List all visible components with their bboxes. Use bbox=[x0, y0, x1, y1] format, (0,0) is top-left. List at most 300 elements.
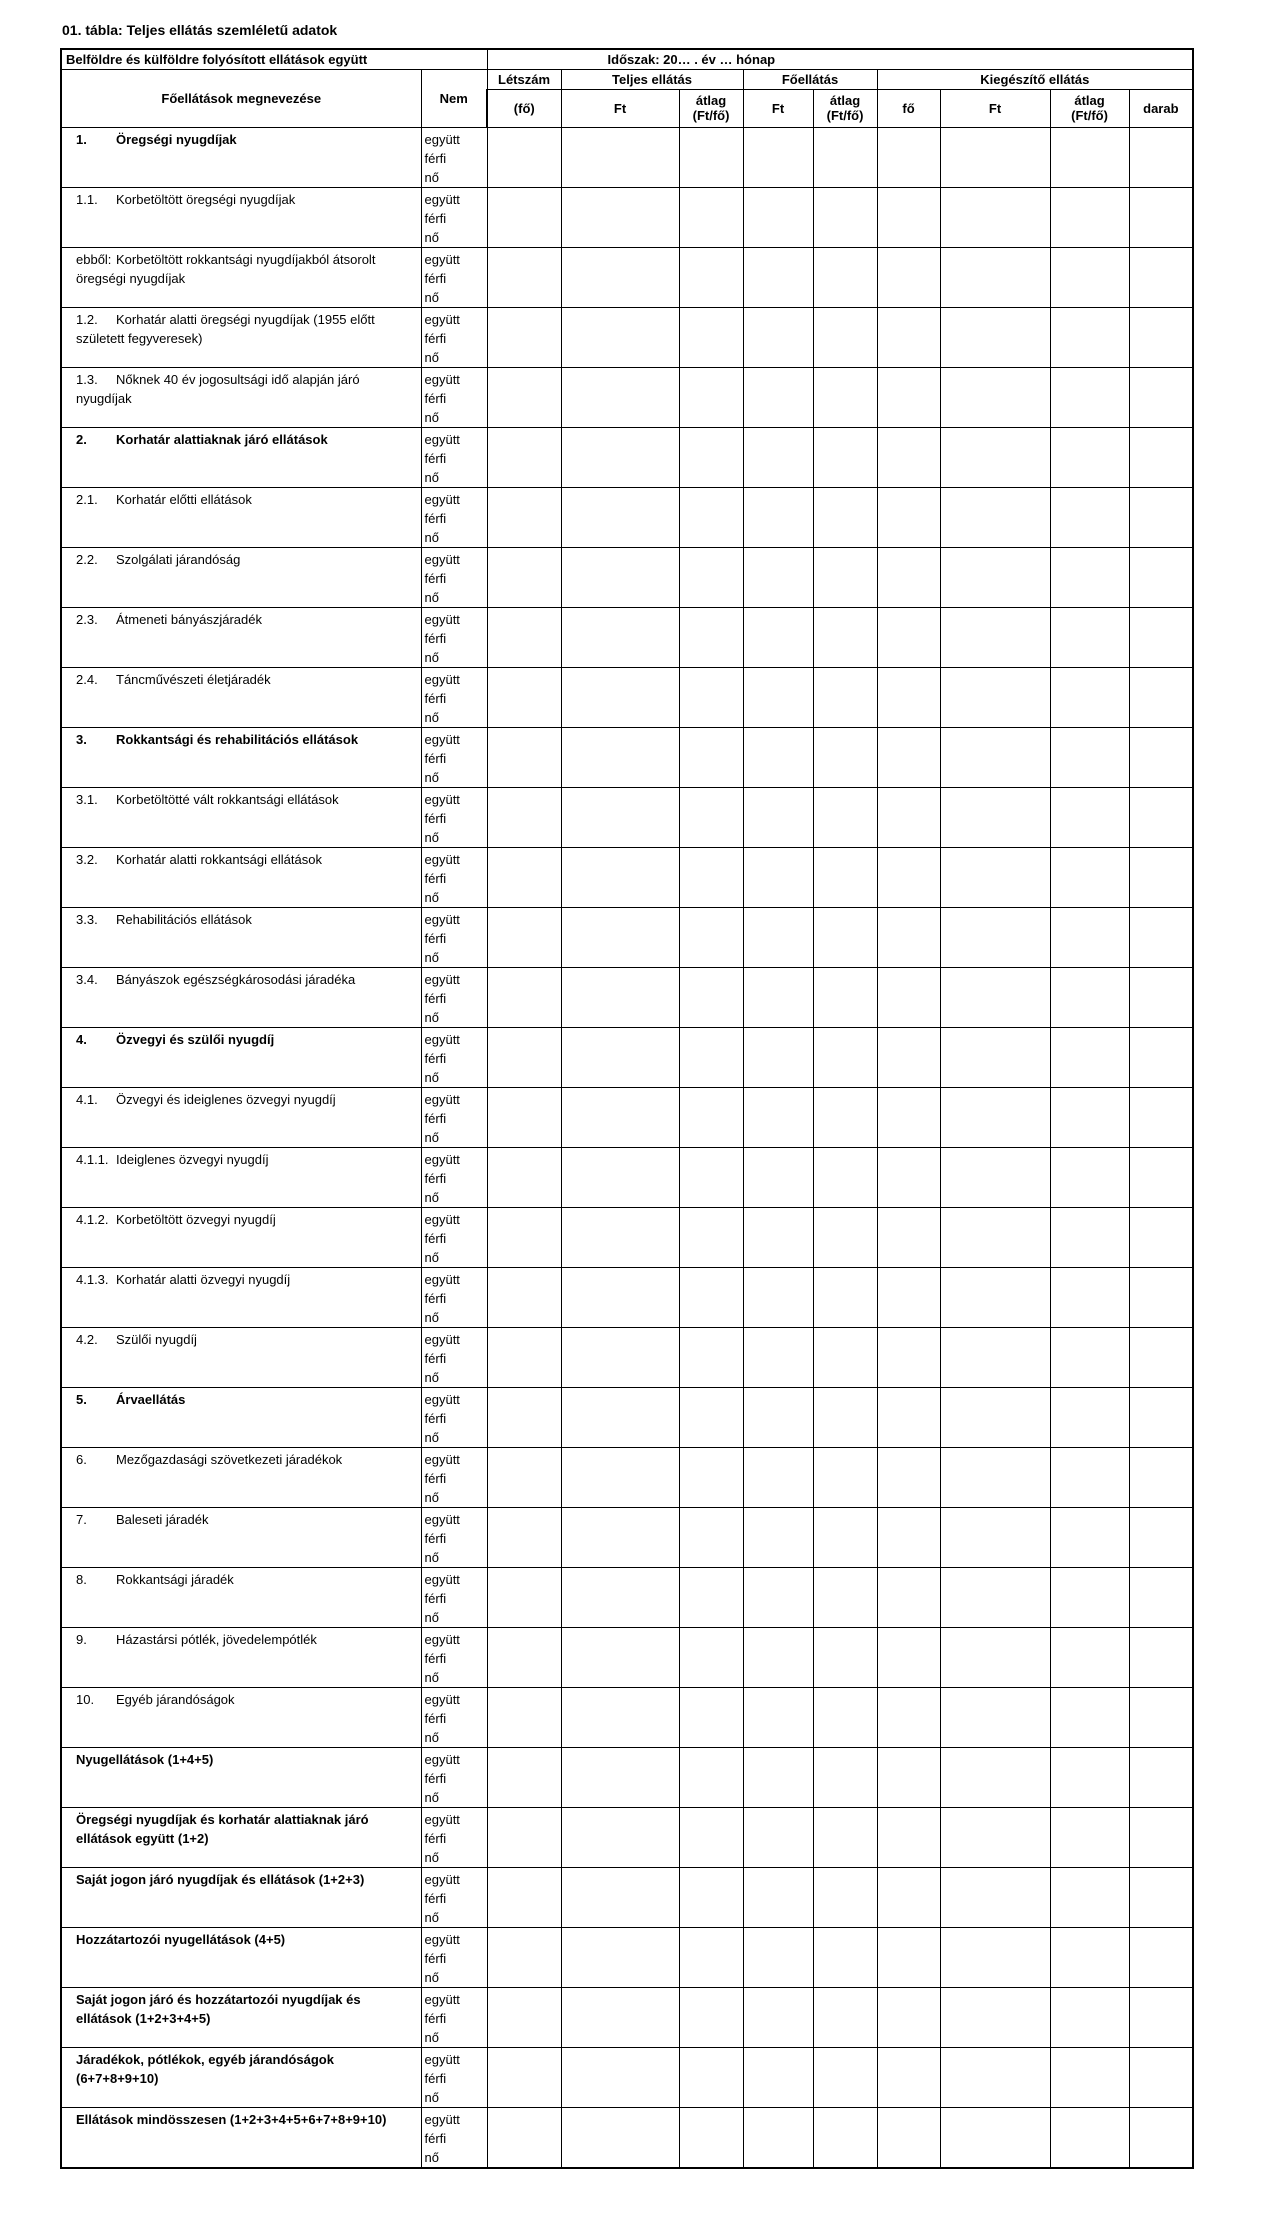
value-cell[interactable] bbox=[679, 1327, 743, 1387]
value-cell[interactable] bbox=[743, 1807, 813, 1867]
value-cell[interactable] bbox=[487, 1447, 561, 1507]
value-cell[interactable] bbox=[743, 787, 813, 847]
value-cell[interactable] bbox=[487, 967, 561, 1027]
value-cell[interactable] bbox=[877, 1327, 940, 1387]
value-cell[interactable] bbox=[813, 1027, 877, 1087]
value-cell[interactable] bbox=[1129, 1807, 1193, 1867]
value-cell[interactable] bbox=[561, 607, 679, 667]
value-cell[interactable] bbox=[679, 1627, 743, 1687]
value-cell[interactable] bbox=[877, 667, 940, 727]
value-cell[interactable] bbox=[813, 367, 877, 427]
value-cell[interactable] bbox=[1129, 1267, 1193, 1327]
value-cell[interactable] bbox=[1050, 1387, 1129, 1447]
value-cell[interactable] bbox=[940, 907, 1050, 967]
value-cell[interactable] bbox=[679, 1507, 743, 1567]
value-cell[interactable] bbox=[1050, 1087, 1129, 1147]
value-cell[interactable] bbox=[940, 1747, 1050, 1807]
value-cell[interactable] bbox=[940, 1387, 1050, 1447]
value-cell[interactable] bbox=[1129, 427, 1193, 487]
value-cell[interactable] bbox=[679, 787, 743, 847]
value-cell[interactable] bbox=[1129, 1327, 1193, 1387]
value-cell[interactable] bbox=[877, 1207, 940, 1267]
value-cell[interactable] bbox=[1050, 127, 1129, 187]
value-cell[interactable] bbox=[487, 1927, 561, 1987]
value-cell[interactable] bbox=[679, 1207, 743, 1267]
value-cell[interactable] bbox=[561, 1267, 679, 1327]
value-cell[interactable] bbox=[743, 127, 813, 187]
value-cell[interactable] bbox=[487, 547, 561, 607]
value-cell[interactable] bbox=[940, 127, 1050, 187]
value-cell[interactable] bbox=[487, 1627, 561, 1687]
value-cell[interactable] bbox=[561, 1747, 679, 1807]
value-cell[interactable] bbox=[1129, 607, 1193, 667]
value-cell[interactable] bbox=[679, 727, 743, 787]
value-cell[interactable] bbox=[561, 307, 679, 367]
value-cell[interactable] bbox=[679, 547, 743, 607]
value-cell[interactable] bbox=[1129, 2107, 1193, 2168]
value-cell[interactable] bbox=[877, 2047, 940, 2107]
value-cell[interactable] bbox=[561, 967, 679, 1027]
value-cell[interactable] bbox=[877, 907, 940, 967]
value-cell[interactable] bbox=[1129, 1927, 1193, 1987]
value-cell[interactable] bbox=[813, 727, 877, 787]
value-cell[interactable] bbox=[813, 187, 877, 247]
value-cell[interactable] bbox=[1129, 907, 1193, 967]
value-cell[interactable] bbox=[743, 907, 813, 967]
value-cell[interactable] bbox=[1129, 2047, 1193, 2107]
value-cell[interactable] bbox=[1050, 1147, 1129, 1207]
value-cell[interactable] bbox=[679, 847, 743, 907]
value-cell[interactable] bbox=[679, 1987, 743, 2047]
value-cell[interactable] bbox=[679, 367, 743, 427]
value-cell[interactable] bbox=[743, 1207, 813, 1267]
value-cell[interactable] bbox=[813, 2047, 877, 2107]
value-cell[interactable] bbox=[487, 1327, 561, 1387]
value-cell[interactable] bbox=[1050, 1567, 1129, 1627]
value-cell[interactable] bbox=[1050, 907, 1129, 967]
value-cell[interactable] bbox=[1050, 1327, 1129, 1387]
value-cell[interactable] bbox=[487, 1687, 561, 1747]
value-cell[interactable] bbox=[940, 1207, 1050, 1267]
value-cell[interactable] bbox=[743, 307, 813, 367]
value-cell[interactable] bbox=[679, 2107, 743, 2168]
value-cell[interactable] bbox=[877, 1687, 940, 1747]
value-cell[interactable] bbox=[1129, 1447, 1193, 1507]
value-cell[interactable] bbox=[940, 487, 1050, 547]
value-cell[interactable] bbox=[877, 1927, 940, 1987]
value-cell[interactable] bbox=[813, 667, 877, 727]
value-cell[interactable] bbox=[487, 427, 561, 487]
value-cell[interactable] bbox=[813, 1867, 877, 1927]
value-cell[interactable] bbox=[1050, 787, 1129, 847]
value-cell[interactable] bbox=[743, 2047, 813, 2107]
value-cell[interactable] bbox=[561, 2047, 679, 2107]
value-cell[interactable] bbox=[940, 1447, 1050, 1507]
value-cell[interactable] bbox=[679, 1267, 743, 1327]
value-cell[interactable] bbox=[561, 1687, 679, 1747]
value-cell[interactable] bbox=[743, 1687, 813, 1747]
value-cell[interactable] bbox=[813, 1327, 877, 1387]
value-cell[interactable] bbox=[1050, 1927, 1129, 1987]
value-cell[interactable] bbox=[561, 1627, 679, 1687]
value-cell[interactable] bbox=[1050, 1747, 1129, 1807]
value-cell[interactable] bbox=[1129, 1987, 1193, 2047]
value-cell[interactable] bbox=[1129, 667, 1193, 727]
value-cell[interactable] bbox=[940, 1987, 1050, 2047]
value-cell[interactable] bbox=[813, 607, 877, 667]
value-cell[interactable] bbox=[877, 1387, 940, 1447]
value-cell[interactable] bbox=[940, 847, 1050, 907]
value-cell[interactable] bbox=[679, 607, 743, 667]
value-cell[interactable] bbox=[1129, 1627, 1193, 1687]
value-cell[interactable] bbox=[561, 1807, 679, 1867]
value-cell[interactable] bbox=[743, 2107, 813, 2168]
value-cell[interactable] bbox=[877, 367, 940, 427]
value-cell[interactable] bbox=[743, 1867, 813, 1927]
value-cell[interactable] bbox=[940, 1507, 1050, 1567]
value-cell[interactable] bbox=[940, 1087, 1050, 1147]
value-cell[interactable] bbox=[813, 1507, 877, 1567]
value-cell[interactable] bbox=[743, 487, 813, 547]
value-cell[interactable] bbox=[877, 1147, 940, 1207]
value-cell[interactable] bbox=[877, 1807, 940, 1867]
value-cell[interactable] bbox=[743, 1927, 813, 1987]
value-cell[interactable] bbox=[813, 1147, 877, 1207]
value-cell[interactable] bbox=[813, 427, 877, 487]
value-cell[interactable] bbox=[743, 1627, 813, 1687]
value-cell[interactable] bbox=[940, 1867, 1050, 1927]
value-cell[interactable] bbox=[940, 967, 1050, 1027]
value-cell[interactable] bbox=[813, 1987, 877, 2047]
value-cell[interactable] bbox=[877, 967, 940, 1027]
value-cell[interactable] bbox=[1050, 667, 1129, 727]
value-cell[interactable] bbox=[487, 727, 561, 787]
value-cell[interactable] bbox=[487, 607, 561, 667]
value-cell[interactable] bbox=[679, 2047, 743, 2107]
value-cell[interactable] bbox=[813, 1927, 877, 1987]
value-cell[interactable] bbox=[561, 1207, 679, 1267]
value-cell[interactable] bbox=[487, 1867, 561, 1927]
value-cell[interactable] bbox=[1129, 727, 1193, 787]
value-cell[interactable] bbox=[743, 1567, 813, 1627]
value-cell[interactable] bbox=[561, 187, 679, 247]
value-cell[interactable] bbox=[813, 1687, 877, 1747]
value-cell[interactable] bbox=[1129, 367, 1193, 427]
value-cell[interactable] bbox=[561, 547, 679, 607]
value-cell[interactable] bbox=[561, 1027, 679, 1087]
value-cell[interactable] bbox=[1129, 1027, 1193, 1087]
value-cell[interactable] bbox=[813, 1207, 877, 1267]
value-cell[interactable] bbox=[1050, 607, 1129, 667]
value-cell[interactable] bbox=[813, 547, 877, 607]
value-cell[interactable] bbox=[561, 487, 679, 547]
value-cell[interactable] bbox=[1129, 547, 1193, 607]
value-cell[interactable] bbox=[487, 247, 561, 307]
value-cell[interactable] bbox=[561, 907, 679, 967]
value-cell[interactable] bbox=[679, 1447, 743, 1507]
value-cell[interactable] bbox=[743, 1327, 813, 1387]
value-cell[interactable] bbox=[813, 307, 877, 367]
value-cell[interactable] bbox=[940, 1627, 1050, 1687]
value-cell[interactable] bbox=[561, 1507, 679, 1567]
value-cell[interactable] bbox=[940, 2107, 1050, 2168]
value-cell[interactable] bbox=[743, 727, 813, 787]
value-cell[interactable] bbox=[813, 967, 877, 1027]
value-cell[interactable] bbox=[1129, 1567, 1193, 1627]
value-cell[interactable] bbox=[679, 967, 743, 1027]
value-cell[interactable] bbox=[561, 847, 679, 907]
value-cell[interactable] bbox=[940, 547, 1050, 607]
value-cell[interactable] bbox=[1129, 307, 1193, 367]
value-cell[interactable] bbox=[877, 1447, 940, 1507]
value-cell[interactable] bbox=[1129, 1147, 1193, 1207]
value-cell[interactable] bbox=[487, 307, 561, 367]
value-cell[interactable] bbox=[679, 1387, 743, 1447]
value-cell[interactable] bbox=[487, 367, 561, 427]
value-cell[interactable] bbox=[487, 487, 561, 547]
value-cell[interactable] bbox=[1050, 247, 1129, 307]
value-cell[interactable] bbox=[877, 547, 940, 607]
value-cell[interactable] bbox=[1050, 1207, 1129, 1267]
value-cell[interactable] bbox=[1129, 247, 1193, 307]
value-cell[interactable] bbox=[1129, 1687, 1193, 1747]
value-cell[interactable] bbox=[743, 1387, 813, 1447]
value-cell[interactable] bbox=[487, 2047, 561, 2107]
value-cell[interactable] bbox=[1050, 1627, 1129, 1687]
value-cell[interactable] bbox=[487, 1567, 561, 1627]
value-cell[interactable] bbox=[877, 607, 940, 667]
value-cell[interactable] bbox=[1050, 487, 1129, 547]
value-cell[interactable] bbox=[743, 187, 813, 247]
value-cell[interactable] bbox=[813, 787, 877, 847]
value-cell[interactable] bbox=[487, 1087, 561, 1147]
value-cell[interactable] bbox=[877, 247, 940, 307]
value-cell[interactable] bbox=[877, 1087, 940, 1147]
value-cell[interactable] bbox=[1050, 2107, 1129, 2168]
value-cell[interactable] bbox=[877, 427, 940, 487]
value-cell[interactable] bbox=[1050, 1507, 1129, 1567]
value-cell[interactable] bbox=[487, 1807, 561, 1867]
value-cell[interactable] bbox=[877, 1987, 940, 2047]
value-cell[interactable] bbox=[940, 1027, 1050, 1087]
value-cell[interactable] bbox=[813, 2107, 877, 2168]
value-cell[interactable] bbox=[940, 187, 1050, 247]
value-cell[interactable] bbox=[813, 1627, 877, 1687]
value-cell[interactable] bbox=[487, 667, 561, 727]
value-cell[interactable] bbox=[561, 1927, 679, 1987]
value-cell[interactable] bbox=[487, 1387, 561, 1447]
value-cell[interactable] bbox=[743, 1087, 813, 1147]
value-cell[interactable] bbox=[743, 247, 813, 307]
value-cell[interactable] bbox=[940, 2047, 1050, 2107]
value-cell[interactable] bbox=[487, 2107, 561, 2168]
value-cell[interactable] bbox=[877, 1627, 940, 1687]
value-cell[interactable] bbox=[877, 787, 940, 847]
value-cell[interactable] bbox=[877, 487, 940, 547]
value-cell[interactable] bbox=[679, 187, 743, 247]
value-cell[interactable] bbox=[487, 1027, 561, 1087]
value-cell[interactable] bbox=[561, 1147, 679, 1207]
value-cell[interactable] bbox=[561, 1567, 679, 1627]
value-cell[interactable] bbox=[679, 907, 743, 967]
value-cell[interactable] bbox=[487, 1207, 561, 1267]
value-cell[interactable] bbox=[1129, 1087, 1193, 1147]
value-cell[interactable] bbox=[1129, 967, 1193, 1027]
value-cell[interactable] bbox=[813, 1807, 877, 1867]
value-cell[interactable] bbox=[743, 667, 813, 727]
value-cell[interactable] bbox=[877, 1507, 940, 1567]
value-cell[interactable] bbox=[813, 247, 877, 307]
value-cell[interactable] bbox=[940, 367, 1050, 427]
value-cell[interactable] bbox=[487, 1147, 561, 1207]
value-cell[interactable] bbox=[679, 1807, 743, 1867]
value-cell[interactable] bbox=[743, 1747, 813, 1807]
value-cell[interactable] bbox=[940, 787, 1050, 847]
value-cell[interactable] bbox=[813, 1267, 877, 1327]
value-cell[interactable] bbox=[1050, 367, 1129, 427]
value-cell[interactable] bbox=[679, 1567, 743, 1627]
value-cell[interactable] bbox=[679, 427, 743, 487]
value-cell[interactable] bbox=[743, 1447, 813, 1507]
value-cell[interactable] bbox=[561, 1987, 679, 2047]
value-cell[interactable] bbox=[1129, 187, 1193, 247]
value-cell[interactable] bbox=[679, 247, 743, 307]
value-cell[interactable] bbox=[1050, 1027, 1129, 1087]
value-cell[interactable] bbox=[743, 367, 813, 427]
value-cell[interactable] bbox=[877, 847, 940, 907]
value-cell[interactable] bbox=[487, 1747, 561, 1807]
value-cell[interactable] bbox=[487, 127, 561, 187]
value-cell[interactable] bbox=[1050, 307, 1129, 367]
value-cell[interactable] bbox=[877, 187, 940, 247]
value-cell[interactable] bbox=[679, 1147, 743, 1207]
value-cell[interactable] bbox=[679, 667, 743, 727]
value-cell[interactable] bbox=[940, 1927, 1050, 1987]
value-cell[interactable] bbox=[813, 1567, 877, 1627]
value-cell[interactable] bbox=[813, 127, 877, 187]
value-cell[interactable] bbox=[1050, 967, 1129, 1027]
value-cell[interactable] bbox=[1050, 727, 1129, 787]
value-cell[interactable] bbox=[877, 2107, 940, 2168]
value-cell[interactable] bbox=[561, 1867, 679, 1927]
value-cell[interactable] bbox=[1129, 1507, 1193, 1567]
value-cell[interactable] bbox=[1129, 127, 1193, 187]
value-cell[interactable] bbox=[561, 1087, 679, 1147]
value-cell[interactable] bbox=[1050, 547, 1129, 607]
value-cell[interactable] bbox=[1129, 1867, 1193, 1927]
value-cell[interactable] bbox=[813, 1447, 877, 1507]
value-cell[interactable] bbox=[679, 1687, 743, 1747]
value-cell[interactable] bbox=[1129, 1207, 1193, 1267]
value-cell[interactable] bbox=[813, 907, 877, 967]
value-cell[interactable] bbox=[940, 727, 1050, 787]
value-cell[interactable] bbox=[940, 607, 1050, 667]
value-cell[interactable] bbox=[940, 247, 1050, 307]
value-cell[interactable] bbox=[487, 187, 561, 247]
value-cell[interactable] bbox=[743, 1267, 813, 1327]
value-cell[interactable] bbox=[1050, 187, 1129, 247]
value-cell[interactable] bbox=[940, 1807, 1050, 1867]
value-cell[interactable] bbox=[940, 1327, 1050, 1387]
value-cell[interactable] bbox=[679, 1927, 743, 1987]
value-cell[interactable] bbox=[1050, 427, 1129, 487]
value-cell[interactable] bbox=[1050, 1687, 1129, 1747]
value-cell[interactable] bbox=[487, 787, 561, 847]
value-cell[interactable] bbox=[561, 247, 679, 307]
value-cell[interactable] bbox=[1050, 1267, 1129, 1327]
value-cell[interactable] bbox=[1129, 1387, 1193, 1447]
value-cell[interactable] bbox=[561, 667, 679, 727]
value-cell[interactable] bbox=[877, 307, 940, 367]
value-cell[interactable] bbox=[877, 1567, 940, 1627]
value-cell[interactable] bbox=[1129, 487, 1193, 547]
value-cell[interactable] bbox=[813, 1747, 877, 1807]
value-cell[interactable] bbox=[813, 1387, 877, 1447]
value-cell[interactable] bbox=[561, 1387, 679, 1447]
value-cell[interactable] bbox=[1129, 1747, 1193, 1807]
value-cell[interactable] bbox=[940, 427, 1050, 487]
value-cell[interactable] bbox=[813, 487, 877, 547]
value-cell[interactable] bbox=[487, 1987, 561, 2047]
value-cell[interactable] bbox=[1050, 847, 1129, 907]
value-cell[interactable] bbox=[561, 127, 679, 187]
value-cell[interactable] bbox=[877, 1267, 940, 1327]
value-cell[interactable] bbox=[813, 1087, 877, 1147]
value-cell[interactable] bbox=[561, 2107, 679, 2168]
value-cell[interactable] bbox=[487, 1267, 561, 1327]
value-cell[interactable] bbox=[561, 1447, 679, 1507]
value-cell[interactable] bbox=[743, 607, 813, 667]
value-cell[interactable] bbox=[1129, 847, 1193, 907]
value-cell[interactable] bbox=[1050, 1987, 1129, 2047]
value-cell[interactable] bbox=[877, 727, 940, 787]
value-cell[interactable] bbox=[487, 907, 561, 967]
value-cell[interactable] bbox=[743, 967, 813, 1027]
value-cell[interactable] bbox=[679, 127, 743, 187]
value-cell[interactable] bbox=[679, 1747, 743, 1807]
value-cell[interactable] bbox=[743, 547, 813, 607]
value-cell[interactable] bbox=[743, 1987, 813, 2047]
value-cell[interactable] bbox=[940, 1567, 1050, 1627]
value-cell[interactable] bbox=[561, 787, 679, 847]
value-cell[interactable] bbox=[1050, 2047, 1129, 2107]
value-cell[interactable] bbox=[679, 487, 743, 547]
value-cell[interactable] bbox=[561, 427, 679, 487]
value-cell[interactable] bbox=[561, 1327, 679, 1387]
value-cell[interactable] bbox=[679, 1087, 743, 1147]
value-cell[interactable] bbox=[487, 1507, 561, 1567]
value-cell[interactable] bbox=[877, 127, 940, 187]
value-cell[interactable] bbox=[743, 847, 813, 907]
value-cell[interactable] bbox=[561, 367, 679, 427]
value-cell[interactable] bbox=[1129, 787, 1193, 847]
value-cell[interactable] bbox=[743, 1027, 813, 1087]
value-cell[interactable] bbox=[877, 1747, 940, 1807]
value-cell[interactable] bbox=[743, 1507, 813, 1567]
value-cell[interactable] bbox=[1050, 1867, 1129, 1927]
value-cell[interactable] bbox=[940, 1687, 1050, 1747]
value-cell[interactable] bbox=[877, 1027, 940, 1087]
value-cell[interactable] bbox=[679, 1027, 743, 1087]
value-cell[interactable] bbox=[940, 1147, 1050, 1207]
value-cell[interactable] bbox=[679, 307, 743, 367]
value-cell[interactable] bbox=[487, 847, 561, 907]
value-cell[interactable] bbox=[679, 1867, 743, 1927]
value-cell[interactable] bbox=[877, 1867, 940, 1927]
value-cell[interactable] bbox=[1050, 1807, 1129, 1867]
value-cell[interactable] bbox=[940, 1267, 1050, 1327]
value-cell[interactable] bbox=[561, 727, 679, 787]
